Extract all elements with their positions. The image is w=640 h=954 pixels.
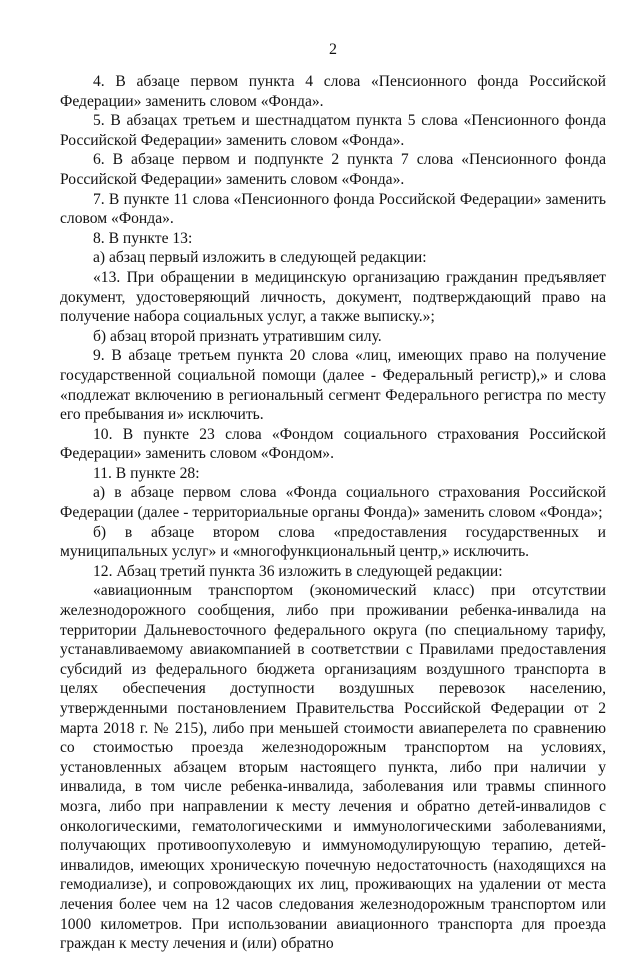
paragraph-8: б) абзац второй признать утратившим силу. [93, 327, 382, 345]
paragraph-6: а) абзац первый изложить в следующей редакции: [93, 249, 427, 267]
paragraph-5: 8. В пункте 13: [93, 229, 193, 247]
page-number: 2 [329, 41, 337, 58]
paragraph-7: «13. При обращении в медицинскую организацию гражданин предъявляет документ, удостоверяющий личность, документ, подтверждающий право на получение набора социальных услуг, а также выписку.»; [60, 268, 606, 326]
paragraph-1: 4. В абзаце первом пункта 4 слова «Пенсионного фонда Российской Федерации» заменить словом «Фонда». [60, 73, 606, 110]
paragraph-9: 9. В абзаце третьем пункта 20 слова «лиц, имеющих право на получение государственной социальной помощи (далее - Федеральный регистр),» и слова «подлежат включению в региональный сегмент Федерального регистра по месту его пребывания и» исключить. [60, 347, 606, 424]
paragraph-10: 10. В пункте 23 слова «Фондом социального страхования Российской Федерации» заменить словом «Фондом». [60, 425, 606, 463]
paragraph-14: 12. Абзац третий пункта 36 изложить в следующей редакции: [93, 562, 503, 580]
paragraph-3: 6. В абзаце первом и подпункте 2 пункта 7 слова «Пенсионного фонда Российской Федерации» заменить словом «Фонда». [60, 151, 606, 188]
paragraph-4: 7. В пункте 11 слова «Пенсионного фонда Российской Федерации» заменить словом «Фонда». [60, 190, 606, 228]
document-body [60, 72, 606, 954]
paragraph-13: б) в абзаце втором слова «предоставления государственных и муниципальных услуг» и «многофункциональный центр,» исключить. [60, 523, 606, 561]
paragraph-15: «авиационным транспортом (экономический класс) при отсутствии железнодорожного сообщения, либо при проживании ребенка-инвалида на территории Дальневосточного федерального округа (по специальному тарифу, устанавливаемому авиакомпанией в соответствии с Правилами предоставления субсидий из федерального бюджета организациям воздушного транспорта в целях обеспечения доступности воздушных перевозок населению, утвержденными постановлением Правительства Российской Федерации от 2 марта 2018 г. № 215), либо при меньшей стоимости авиаперелета по сравнению со стоимостью проезда железнодорожным транспортом на условиях, установленных абзацем вторым настоящего пункта, либо при наличии у инвалида, в том числе ребенка-инвалида, заболевания или травмы спинного мозга, либо при направлении к месту лечения и обратно детей-инвалидов с онкологическими, гематологическими и иммунологическими заболеваниями, получающих противоопухолевую и иммуномодулирующую терапию, детей-инвалидов, имеющих хроническую почечную недостаточность (находящихся на гемодиализе), и сопровождающих их лиц, проживающих на удалении от места лечения более чем на 12 часов следования железнодорожным транспортом или 1000 километров. При использовании авиационного транспорта для проезда граждан к месту лечения и (или) обратно [60, 582, 606, 953]
paragraph-11: 11. В пункте 28: [93, 464, 200, 482]
paragraph-2: 5. В абзацах третьем и шестнадцатом пункта 5 слова «Пенсионного фонда Российской Федерации» заменить словом «Фонда». [60, 112, 606, 149]
paragraph-12: а) в абзаце первом слова «Фонда социального страхования Российской Федерации (далее - территориальные органы Фонда)» заменить словом «Фонда»; [60, 484, 606, 522]
